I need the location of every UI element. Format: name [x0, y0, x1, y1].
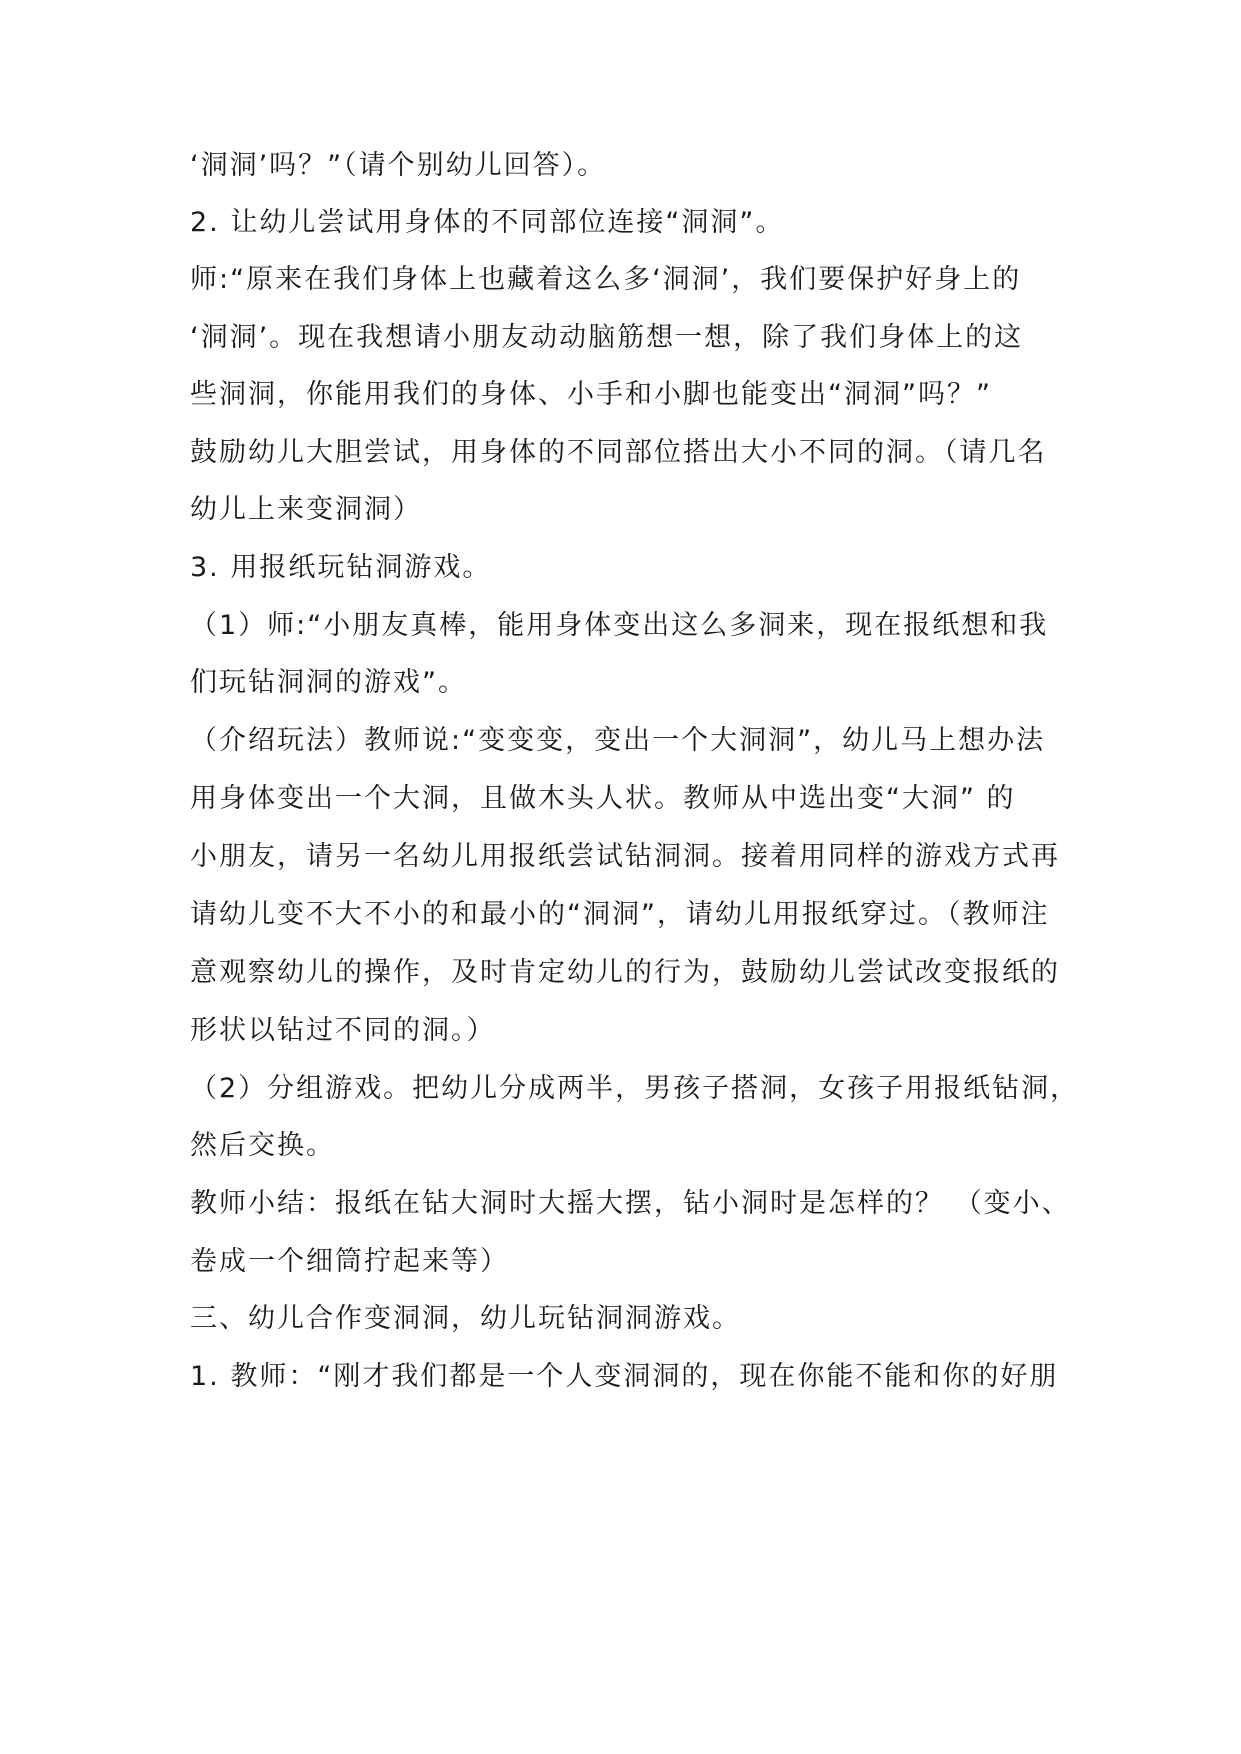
text-line: 些洞洞，你能用我们的身体、小手和小脚也能变出“洞洞”吗？”	[190, 379, 992, 410]
text-line: 卷成一个细筒拧起来等）	[190, 1246, 509, 1277]
text-line: （1）师:“小朋友真棒，能用身体变出这么多洞来，现在报纸想和我	[190, 610, 1049, 641]
text-line: 意观察幼儿的操作，及时肯定幼儿的行为，鼓励幼儿尝试改变报纸的	[190, 957, 1060, 988]
text-line: 小朋友，请另一名幼儿用报纸尝试钻洞洞。接着用同样的游戏方式再	[190, 841, 1060, 872]
text-line: 3. 用报纸玩钻洞游戏。	[190, 552, 492, 583]
text-line: 然后交换。	[190, 1130, 335, 1161]
text-line: ‘洞洞’。现在我想请小朋友动动脑筋想一想，除了我们身体上的这	[190, 322, 1024, 353]
text-line: 幼儿上来变洞洞）	[190, 494, 422, 525]
text-line: 用身体变出一个大洞，且做木头人状。教师从中选出变“大洞” 的	[190, 783, 1016, 814]
text-line: （2）分组游戏。把幼儿分成两半，男孩子搭洞，女孩子用报纸钻洞，	[190, 1073, 1080, 1104]
text-line: 1. 教师：“刚才我们都是一个人变洞洞的，现在你能不能和你的好朋	[190, 1361, 1059, 1392]
text-line: 鼓励幼儿大胆尝试，用身体的不同部位搭出大小不同的洞。（请几名	[190, 437, 1047, 468]
text-line: 请幼儿变不大不小的和最小的“洞洞”，请幼儿用报纸穿过。（教师注	[190, 899, 1050, 930]
text-line: 师:“原来在我们身体上也藏着这么多‘洞洞’，我们要保护好身上的	[190, 264, 1022, 295]
text-line: 们玩钻洞洞的游戏”。	[190, 667, 467, 698]
text-line: ‘洞洞’吗？”（请个别幼儿回答）。	[190, 150, 607, 181]
text-line: 形状以钻过不同的洞。）	[190, 1015, 496, 1046]
text-line: 三、幼儿合作变洞洞，幼儿玩钻洞洞游戏。	[190, 1303, 741, 1334]
text-line: 教师小结：报纸在钻大洞时大摇大摆，钻小洞时是怎样的？ （变小、	[190, 1188, 1071, 1219]
text-line: （介绍玩法）教师说:“变变变，变出一个大洞洞”，幼儿马上想办法	[190, 725, 1046, 756]
text-line: 2. 让幼儿尝试用身体的不同部位连接“洞洞”。	[190, 207, 785, 238]
